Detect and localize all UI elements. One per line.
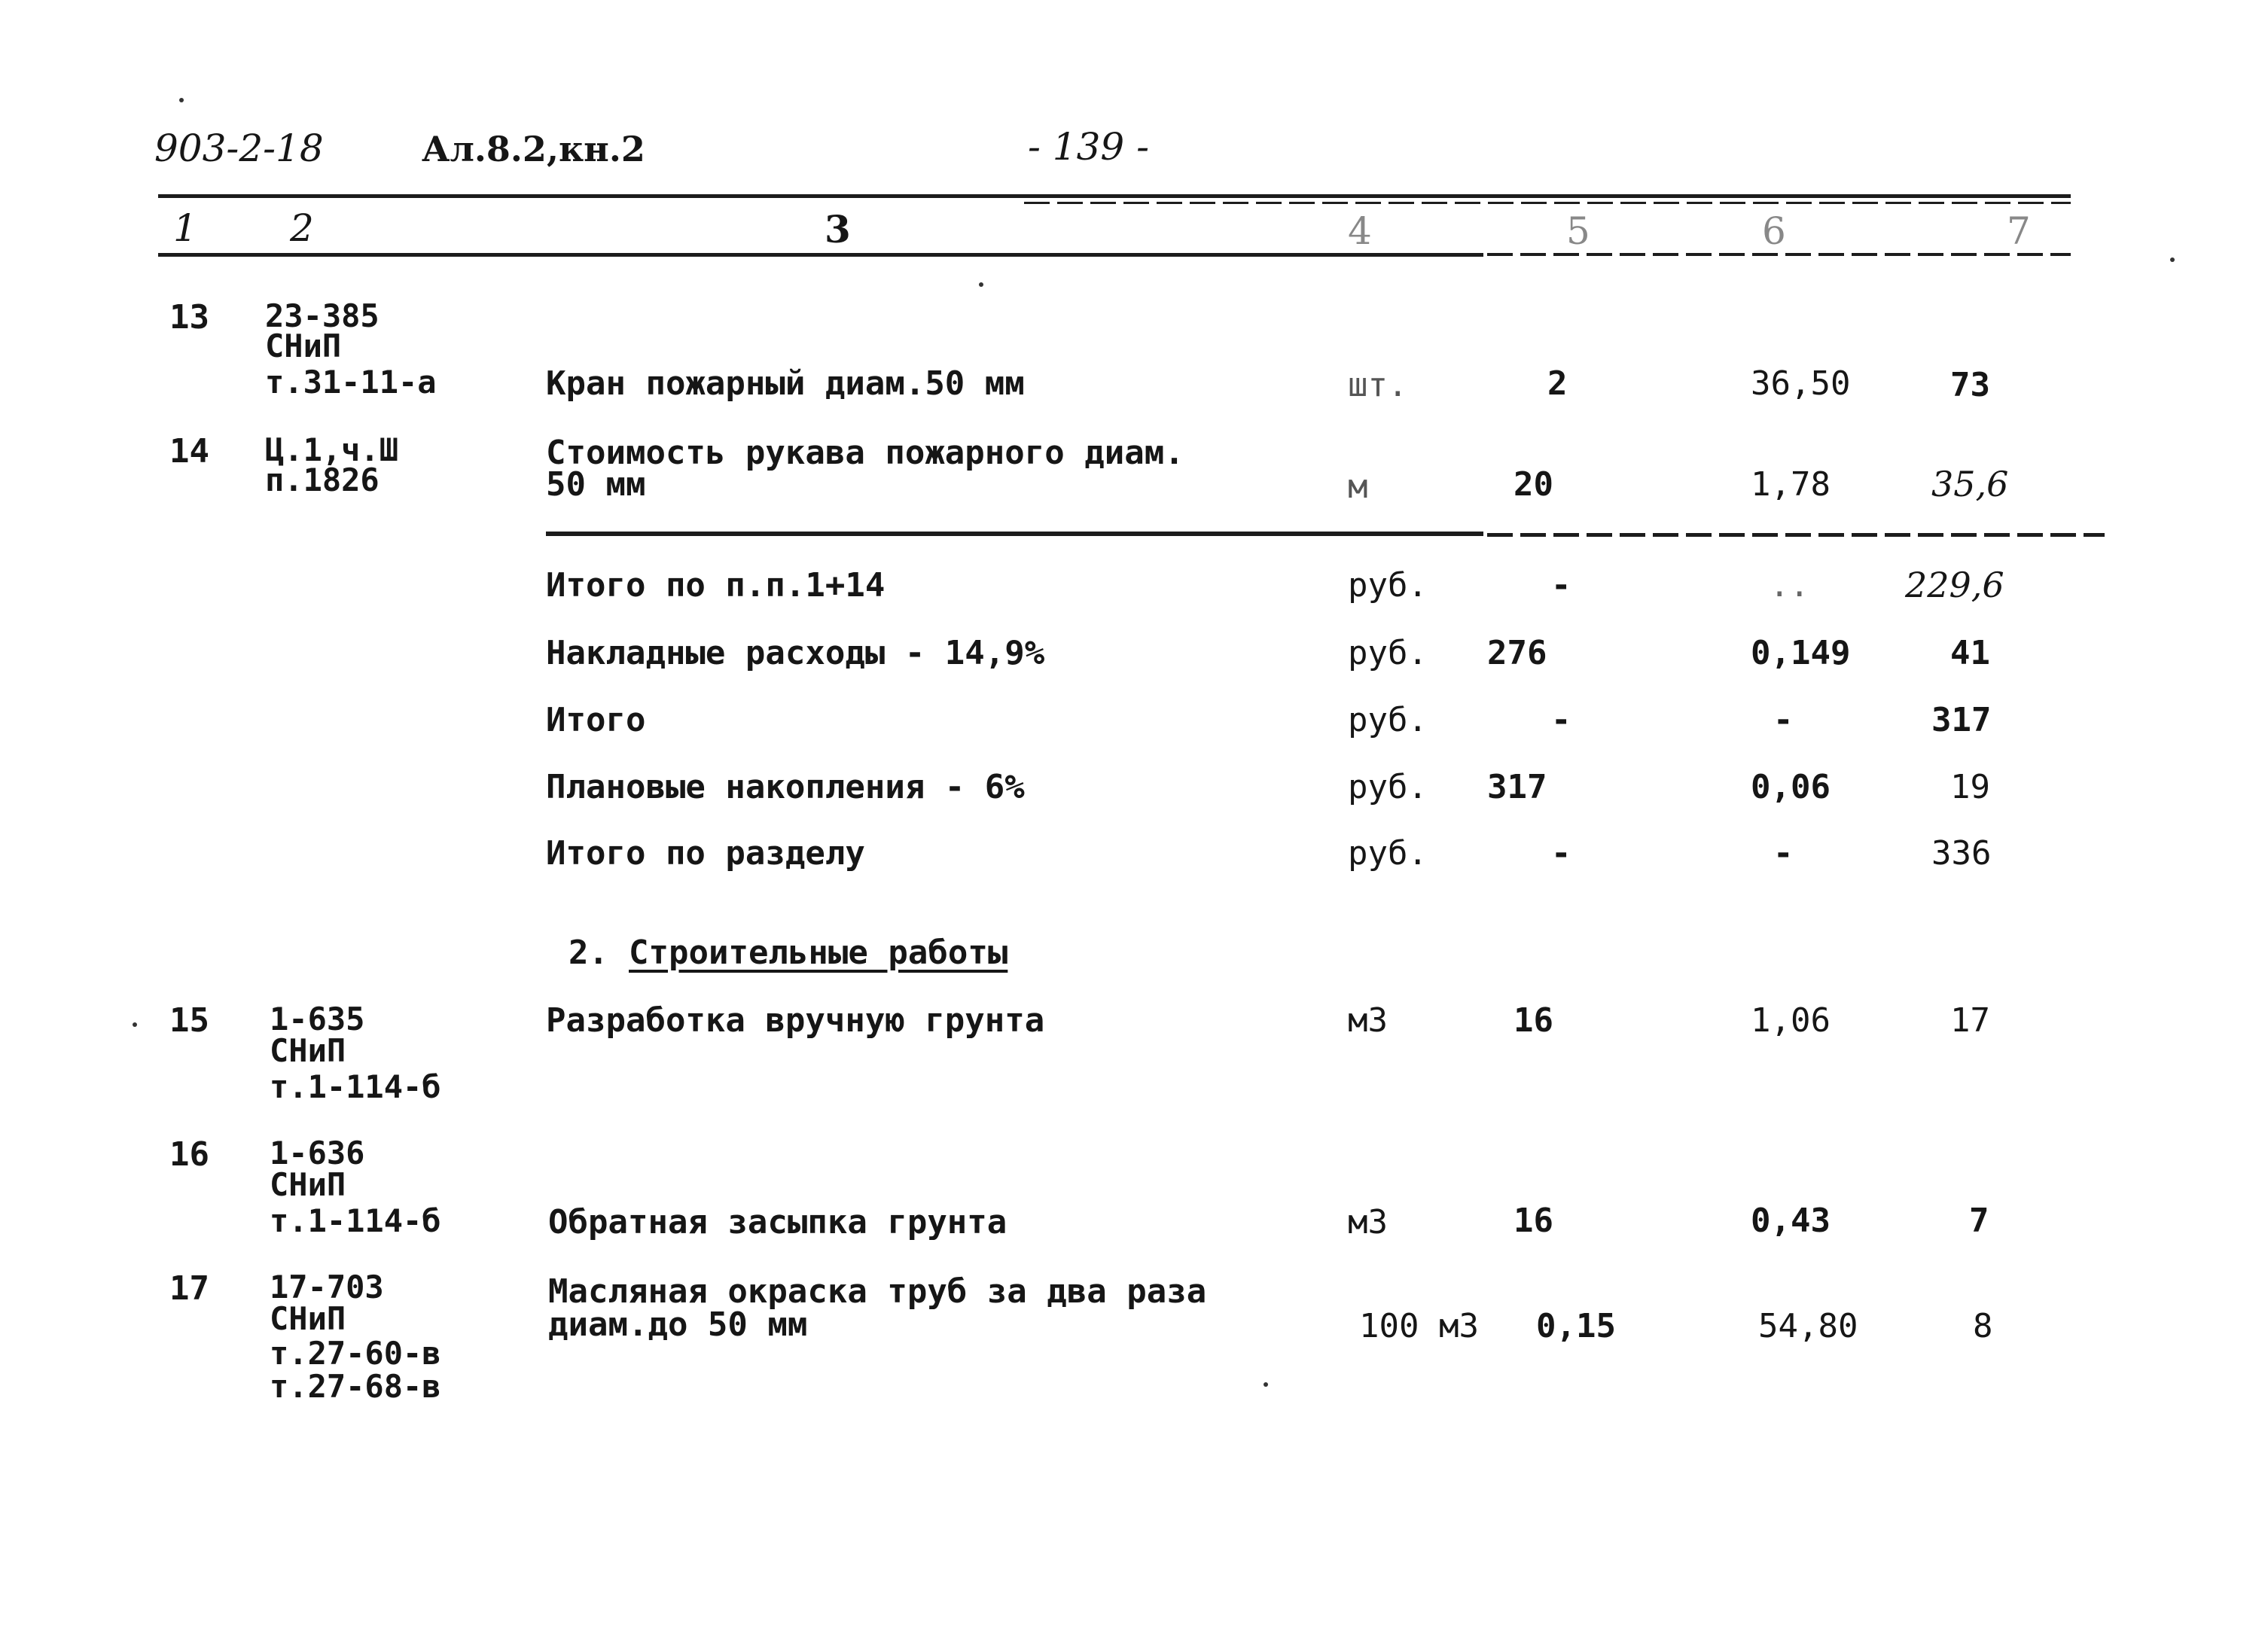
summary-5-label: Итого по разделу <box>546 834 865 873</box>
row-16-unit: м3 <box>1348 1203 1388 1241</box>
row-17-name-2: диам.до 50 мм <box>548 1305 808 1344</box>
summary-5-qty: - <box>1551 834 1571 873</box>
doc-code: 903-2-18 <box>154 126 324 170</box>
row-16-price: 0,43 <box>1751 1202 1831 1240</box>
header-top-rule <box>158 194 2071 198</box>
row-15-price: 1,06 <box>1751 1001 1831 1040</box>
row-16-num: 16 <box>169 1135 209 1174</box>
scan-speck <box>133 1022 137 1027</box>
summary-3-label: Итого <box>546 701 646 739</box>
row-15-name: Разработка вручную грунта <box>546 1001 1045 1040</box>
col-head-5: 5 <box>1566 209 1590 253</box>
row-13-qty: 2 <box>1547 364 1568 403</box>
col-head-7: 7 <box>2007 209 2031 253</box>
row-13-price: 36,50 <box>1751 364 1851 403</box>
summary-5-total: 336 <box>1931 834 1992 873</box>
summary-5-unit: руб. <box>1348 834 1428 873</box>
summary-rule <box>546 532 1483 536</box>
page-number: - 139 - <box>1028 125 1150 169</box>
row-15-total: 17 <box>1950 1001 1990 1040</box>
row-13-unit: шт. <box>1348 366 1408 404</box>
row-13-name: Кран пожарный диам.50 мм <box>546 364 1025 403</box>
summary-4-total: 19 <box>1950 768 1990 806</box>
summary-rule-right <box>1487 533 2105 537</box>
row-13-ref-2: СНиП <box>265 327 342 364</box>
row-17-unit: 100 м3 <box>1359 1307 1479 1345</box>
row-14-price: 1,78 <box>1751 465 1831 504</box>
row-14-ref-1: Ц.1,ч.Ш <box>265 431 399 468</box>
summary-2-qty: 276 <box>1487 634 1547 672</box>
col-head-2: 2 <box>290 206 314 250</box>
row-17-name-1: Масляная окраска труб за два раза <box>548 1272 1207 1311</box>
row-17-total: 8 <box>1973 1307 1993 1345</box>
row-16-name: Обратная засыпка грунта <box>548 1203 1007 1241</box>
summary-2-label: Накладные расходы - 14,9% <box>546 634 1045 672</box>
summary-1-unit: руб. <box>1348 566 1428 605</box>
row-14-ref-2: п.1826 <box>265 462 380 498</box>
album-ref: Ал.8.2,кн.2 <box>422 129 645 169</box>
row-17-ref-1: 17-703 <box>270 1269 384 1305</box>
section-number: 2. <box>569 934 608 972</box>
row-14-num: 14 <box>169 432 209 471</box>
summary-2-price: 0,149 <box>1751 634 1851 672</box>
row-13-num: 13 <box>169 298 209 337</box>
row-15-num: 15 <box>169 1001 209 1040</box>
col-head-1: 1 <box>173 206 197 250</box>
row-17-ref-2: СНиП <box>270 1300 346 1337</box>
summary-4-price: 0,06 <box>1751 768 1831 806</box>
summary-3-total: 317 <box>1931 701 1992 739</box>
col-head-3: 3 <box>825 207 851 251</box>
row-14-unit: м <box>1348 468 1368 506</box>
summary-2-total: 41 <box>1950 634 1990 672</box>
row-15-ref-2: СНиП <box>270 1032 346 1069</box>
row-13-ref-1: 23-385 <box>265 297 380 334</box>
scan-speck <box>979 282 983 287</box>
row-17-qty: 0,15 <box>1536 1307 1616 1345</box>
row-17-num: 17 <box>169 1269 209 1308</box>
row-16-ref-1: 1-636 <box>270 1135 365 1171</box>
header-top-rule-2 <box>1024 202 2071 204</box>
row-15-unit: м3 <box>1348 1001 1388 1040</box>
row-14-name-1: Стоимость рукава пожарного диам. <box>546 434 1184 472</box>
row-16-ref-3: т.1-114-б <box>270 1202 441 1239</box>
row-17-ref-4: т.27-68-в <box>270 1368 441 1405</box>
header-bottom-rule <box>158 253 1483 257</box>
summary-4-unit: руб. <box>1348 768 1428 806</box>
section-title: Строительные работы <box>629 934 1008 972</box>
scan-speck <box>179 98 184 102</box>
scan-speck <box>2170 257 2175 262</box>
row-14-qty: 20 <box>1514 465 1553 504</box>
row-17-price: 54,80 <box>1758 1307 1858 1345</box>
row-15-ref-1: 1-635 <box>270 1001 365 1037</box>
summary-2-unit: руб. <box>1348 634 1428 672</box>
summary-3-price: - <box>1773 701 1794 739</box>
summary-1-qty: - <box>1551 566 1571 605</box>
row-15-ref-3: т.1-114-б <box>270 1068 441 1105</box>
row-14-total: 35,6 <box>1931 464 2009 504</box>
summary-1-price: .. <box>1770 566 1809 605</box>
summary-4-qty: 317 <box>1487 768 1547 806</box>
row-16-qty: 16 <box>1514 1202 1553 1240</box>
summary-1-total: 229,6 <box>1905 565 2004 605</box>
row-16-total: 7 <box>1969 1202 1989 1240</box>
col-head-4: 4 <box>1348 209 1372 253</box>
row-14-name-2: 50 мм <box>546 465 646 504</box>
row-13-ref-3: т.31-11-а <box>265 364 437 401</box>
scan-speck <box>1264 1382 1268 1387</box>
summary-3-qty: - <box>1551 701 1571 739</box>
row-13-total: 73 <box>1950 366 1990 404</box>
summary-3-unit: руб. <box>1348 701 1428 739</box>
row-17-ref-3: т.27-60-в <box>270 1335 441 1372</box>
col-head-6: 6 <box>1762 209 1786 253</box>
summary-5-price: - <box>1773 834 1794 873</box>
row-15-qty: 16 <box>1514 1001 1553 1040</box>
header-bottom-rule-right <box>1487 253 2071 256</box>
summary-4-label: Плановые накопления - 6% <box>546 768 1025 806</box>
row-16-ref-2: СНиП <box>270 1166 346 1203</box>
summary-1-label: Итого по п.п.1+14 <box>546 566 886 605</box>
